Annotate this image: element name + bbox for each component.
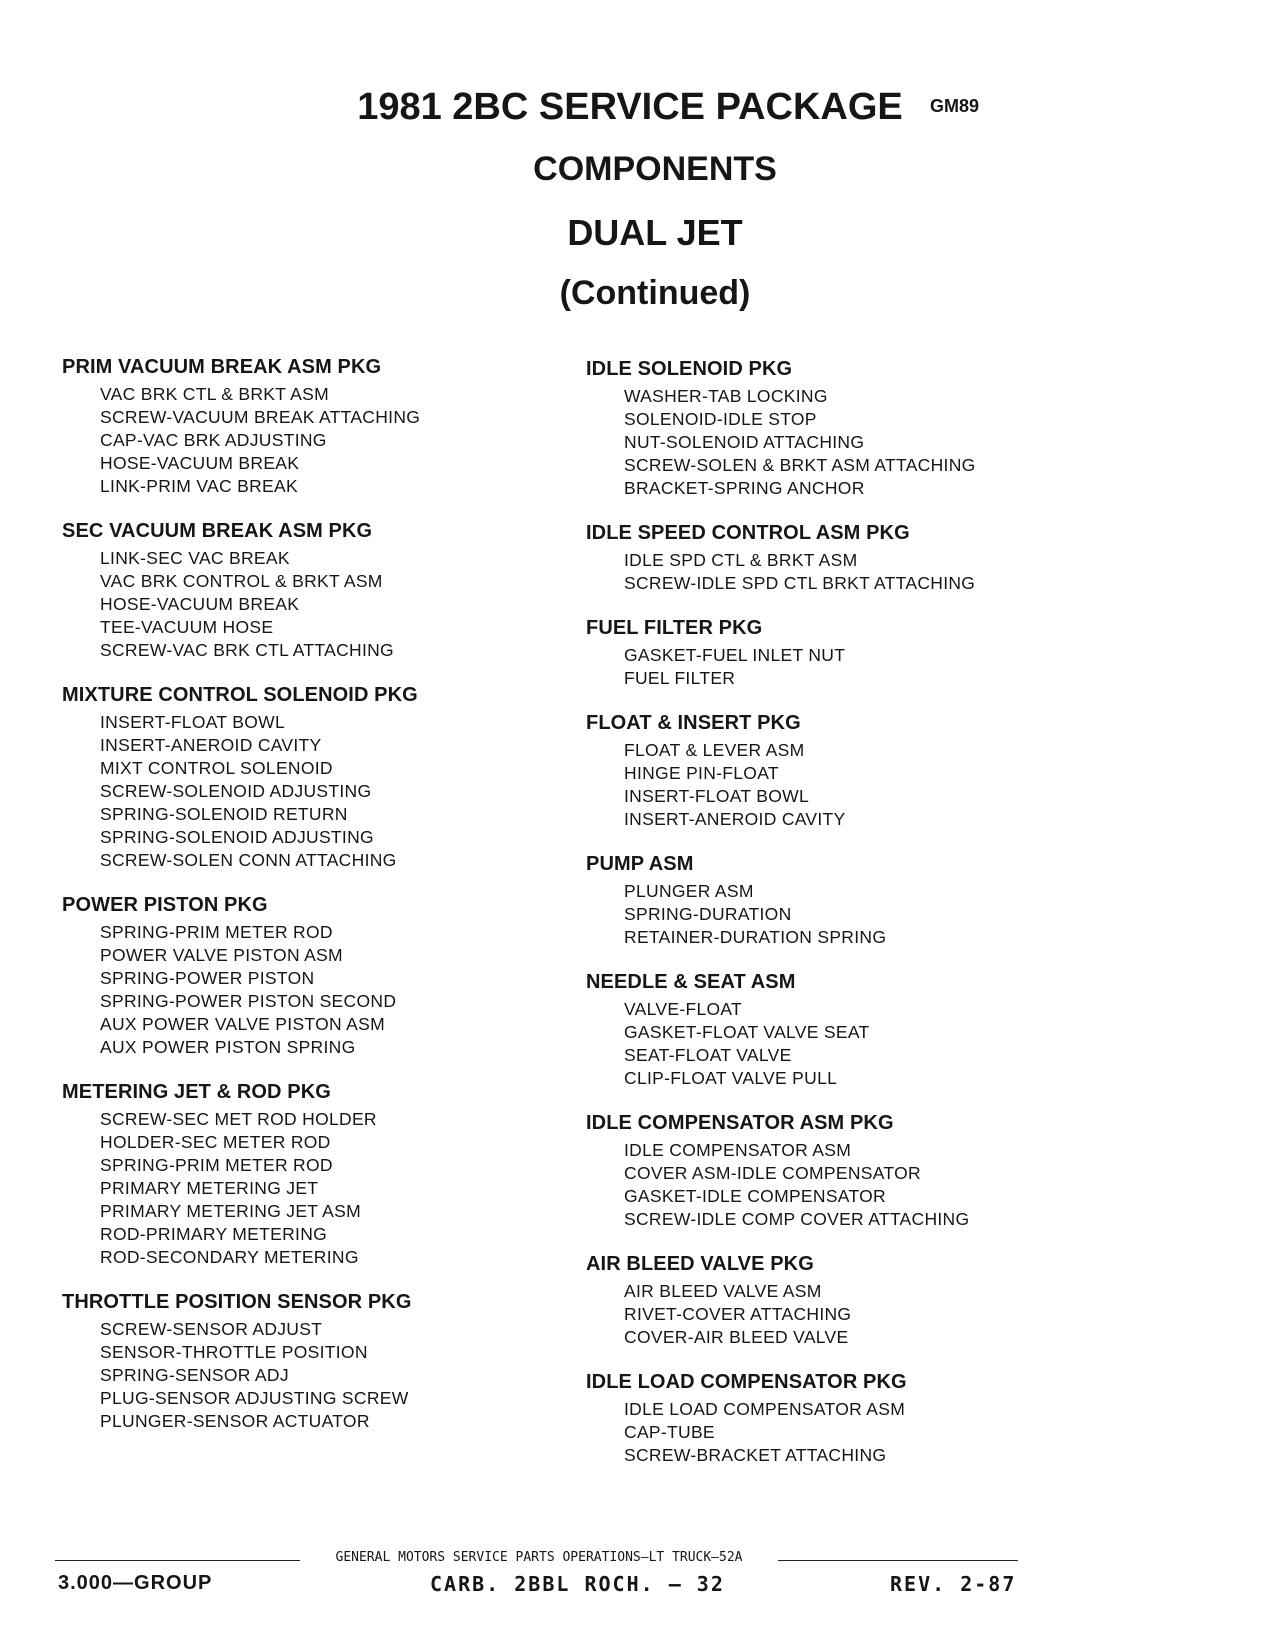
component-item: INSERT-FLOAT BOWL xyxy=(100,712,285,732)
package-title: FUEL FILTER PKG xyxy=(586,617,763,639)
component-item: SCREW-SEC MET ROD HOLDER xyxy=(100,1109,377,1129)
component-item: VALVE-FLOAT xyxy=(624,999,743,1019)
component-item: HOSE-VACUUM BREAK xyxy=(100,594,300,614)
component-item: INSERT-ANEROID CAVITY xyxy=(100,735,322,755)
component-item: SCREW-SOLEN CONN ATTACHING xyxy=(100,850,397,870)
component-item: AUX POWER PISTON SPRING xyxy=(100,1037,356,1057)
package-section xyxy=(586,712,1106,831)
package-title: METERING JET & ROD PKG xyxy=(62,1081,331,1103)
component-list xyxy=(586,385,1106,500)
component-item: SPRING-PRIM METER ROD xyxy=(100,922,333,942)
component-item: LINK-PRIM VAC BREAK xyxy=(100,476,298,496)
page-subtitle-components: COMPONENTS xyxy=(533,150,777,188)
package-title: IDLE SPEED CONTROL ASM PKG xyxy=(586,522,910,544)
component-item: VAC BRK CTL & BRKT ASM xyxy=(100,384,329,404)
document-code: GM89 xyxy=(930,96,980,116)
component-item: CAP-TUBE xyxy=(624,1422,715,1442)
left-column xyxy=(62,356,582,1455)
component-item: AUX POWER VALVE PISTON ASM xyxy=(100,1014,385,1034)
component-item: SENSOR-THROTTLE POSITION xyxy=(100,1342,368,1362)
package-title: PRIM VACUUM BREAK ASM PKG xyxy=(62,356,382,378)
page-title: 1981 2BC SERVICE PACKAGE xyxy=(357,86,903,128)
component-item: ROD-PRIMARY METERING xyxy=(100,1224,328,1244)
component-item: LINK-SEC VAC BREAK xyxy=(100,548,290,568)
package-section xyxy=(62,1291,582,1433)
component-list xyxy=(62,1318,582,1433)
package-title: NEEDLE & SEAT ASM xyxy=(586,971,796,993)
footer-group: 3.000—GROUP xyxy=(58,1572,213,1594)
right-column xyxy=(586,358,1106,1489)
component-item: WASHER-TAB LOCKING xyxy=(624,386,828,406)
component-list xyxy=(586,739,1106,831)
package-section xyxy=(586,1112,1106,1231)
component-item: GASKET-IDLE COMPENSATOR xyxy=(624,1186,886,1206)
package-title: POWER PISTON PKG xyxy=(62,894,268,916)
component-item: COVER-AIR BLEED VALVE xyxy=(624,1327,849,1347)
component-item: SPRING-SOLENOID RETURN xyxy=(100,804,348,824)
component-list xyxy=(586,998,1106,1090)
package-title: MIXTURE CONTROL SOLENOID PKG xyxy=(62,684,418,706)
component-item: SPRING-POWER PISTON xyxy=(100,968,315,988)
component-item: ROD-SECONDARY METERING xyxy=(100,1247,359,1267)
package-title: SEC VACUUM BREAK ASM PKG xyxy=(62,520,373,542)
package-section xyxy=(586,358,1106,500)
component-item: IDLE SPD CTL & BRKT ASM xyxy=(624,550,858,570)
component-list xyxy=(586,880,1106,949)
component-item: GASKET-FLOAT VALVE SEAT xyxy=(624,1022,870,1042)
component-item: SOLENOID-IDLE STOP xyxy=(624,409,817,429)
component-list xyxy=(62,711,582,872)
footer-operations: GENERAL MOTORS SERVICE PARTS OPERATIONS—LT TRUCK—52A xyxy=(335,1550,743,1565)
component-item: PRIMARY METERING JET xyxy=(100,1178,319,1198)
component-list xyxy=(62,921,582,1059)
package-section xyxy=(586,1371,1106,1467)
component-item: INSERT-ANEROID CAVITY xyxy=(624,809,846,829)
component-item: FLOAT & LEVER ASM xyxy=(624,740,805,760)
component-item: SCREW-IDLE SPD CTL BRKT ATTACHING xyxy=(624,573,976,593)
package-section xyxy=(62,356,582,498)
component-item: HOSE-VACUUM BREAK xyxy=(100,453,300,473)
package-section xyxy=(62,894,582,1059)
package-title: PUMP ASM xyxy=(586,853,694,875)
component-item: SCREW-SOLEN & BRKT ASM ATTACHING xyxy=(624,455,976,475)
component-list xyxy=(62,1108,582,1269)
package-section xyxy=(62,1081,582,1269)
component-item: SPRING-DURATION xyxy=(624,904,792,924)
component-item: PLUNGER-SENSOR ACTUATOR xyxy=(100,1411,370,1431)
component-item: PRIMARY METERING JET ASM xyxy=(100,1201,362,1221)
component-item: SCREW-BRACKET ATTACHING xyxy=(624,1445,887,1465)
component-item: CAP-VAC BRK ADJUSTING xyxy=(100,430,327,450)
package-section xyxy=(586,971,1106,1090)
component-item: RIVET-COVER ATTACHING xyxy=(624,1304,852,1324)
package-section xyxy=(586,1253,1106,1349)
component-list xyxy=(62,383,582,498)
package-title: AIR BLEED VALVE PKG xyxy=(586,1253,814,1275)
component-item: GASKET-FUEL INLET NUT xyxy=(624,645,846,665)
component-item: BRACKET-SPRING ANCHOR xyxy=(624,478,865,498)
component-list xyxy=(586,1398,1106,1467)
component-item: SPRING-SENSOR ADJ xyxy=(100,1365,289,1385)
package-title: IDLE COMPENSATOR ASM PKG xyxy=(586,1112,894,1134)
package-title: IDLE LOAD COMPENSATOR PKG xyxy=(586,1371,907,1393)
component-item: SCREW-SOLENOID ADJUSTING xyxy=(100,781,372,801)
component-item: VAC BRK CONTROL & BRKT ASM xyxy=(100,571,383,591)
page-subtitle-dual-jet: DUAL JET xyxy=(567,212,743,253)
page-subtitle-continued: (Continued) xyxy=(559,274,751,312)
component-item: PLUG-SENSOR ADJUSTING SCREW xyxy=(100,1388,409,1408)
component-item: SCREW-VACUUM BREAK ATTACHING xyxy=(100,407,421,427)
component-list xyxy=(586,1280,1106,1349)
component-item: SPRING-SOLENOID ADJUSTING xyxy=(100,827,374,847)
package-title: IDLE SOLENOID PKG xyxy=(586,358,793,380)
component-item: POWER VALVE PISTON ASM xyxy=(100,945,343,965)
component-item: RETAINER-DURATION SPRING xyxy=(624,927,887,947)
package-title: THROTTLE POSITION SENSOR PKG xyxy=(62,1291,412,1313)
component-item: FUEL FILTER xyxy=(624,668,736,688)
component-item: HOLDER-SEC METER ROD xyxy=(100,1132,331,1152)
footer-revision: REV. 2-87 xyxy=(890,1572,1017,1596)
component-item: SCREW-VAC BRK CTL ATTACHING xyxy=(100,640,394,660)
component-item: IDLE LOAD COMPENSATOR ASM xyxy=(624,1399,906,1419)
component-item: TEE-VACUUM HOSE xyxy=(100,617,274,637)
component-item: SCREW-IDLE COMP COVER ATTACHING xyxy=(624,1209,970,1229)
package-section xyxy=(62,684,582,872)
component-item: HINGE PIN-FLOAT xyxy=(624,763,779,783)
component-item: PLUNGER ASM xyxy=(624,881,754,901)
component-list xyxy=(586,1139,1106,1231)
component-item: INSERT-FLOAT BOWL xyxy=(624,786,809,806)
component-item: AIR BLEED VALVE ASM xyxy=(624,1281,822,1301)
package-section xyxy=(62,520,582,662)
component-item: IDLE COMPENSATOR ASM xyxy=(624,1140,852,1160)
footer-rule-right xyxy=(778,1560,1018,1561)
component-item: SPRING-POWER PISTON SECOND xyxy=(100,991,397,1011)
component-item: NUT-SOLENOID ATTACHING xyxy=(624,432,865,452)
component-item: COVER ASM-IDLE COMPENSATOR xyxy=(624,1163,921,1183)
package-title: FLOAT & INSERT PKG xyxy=(586,712,801,734)
component-item: MIXT CONTROL SOLENOID xyxy=(100,758,333,778)
component-item: CLIP-FLOAT VALVE PULL xyxy=(624,1068,838,1088)
component-item: SEAT-FLOAT VALVE xyxy=(624,1045,792,1065)
package-section xyxy=(586,522,1106,595)
footer-carb: CARB. 2BBL ROCH. — 32 xyxy=(430,1572,725,1596)
component-list xyxy=(586,549,1106,595)
footer-rule-left xyxy=(55,1560,300,1561)
component-item: SCREW-SENSOR ADJUST xyxy=(100,1319,323,1339)
component-list xyxy=(586,644,1106,690)
package-section xyxy=(586,853,1106,949)
component-list xyxy=(62,547,582,662)
component-item: SPRING-PRIM METER ROD xyxy=(100,1155,333,1175)
package-section xyxy=(586,617,1106,690)
